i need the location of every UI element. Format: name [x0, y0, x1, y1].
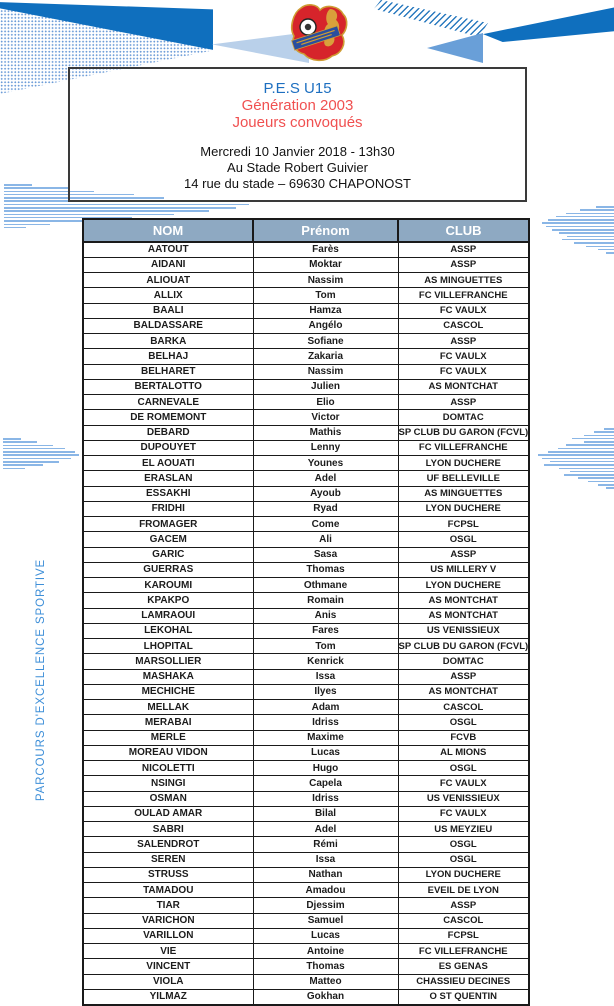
speed-line	[544, 464, 614, 466]
table-row	[83, 639, 529, 654]
player-club-cell: FCPSL	[398, 928, 529, 943]
speed-line	[559, 232, 614, 234]
table-row	[83, 440, 529, 455]
player-club-cell: LYON DUCHERE	[398, 578, 529, 593]
address-line: 14 rue du stade – 69630 CHAPONOST	[184, 176, 411, 191]
table-row	[83, 578, 529, 593]
player-firstname-cell: Adam	[253, 700, 398, 715]
player-firstname-cell: Ayoub	[253, 486, 398, 501]
player-club-cell: AL MIONS	[398, 745, 529, 760]
table-row	[83, 669, 529, 684]
players-roster-table	[82, 218, 530, 1006]
player-firstname-cell: Sasa	[253, 547, 398, 562]
player-name-cell: BARKA	[83, 334, 253, 349]
player-firstname-cell: Nathan	[253, 867, 398, 882]
table-row	[83, 974, 529, 989]
table-row	[83, 532, 529, 547]
table-row	[83, 288, 529, 303]
player-firstname-cell: Samuel	[253, 913, 398, 928]
table-row	[83, 837, 529, 852]
speed-line	[586, 246, 614, 248]
table-row	[83, 349, 529, 364]
player-club-cell: CASCOL	[398, 318, 529, 333]
player-name-cell: TIAR	[83, 898, 253, 913]
player-firstname-cell: Djessim	[253, 898, 398, 913]
hatched-band-decoration	[374, 0, 488, 37]
player-name-cell: ALIOUAT	[83, 273, 253, 288]
speed-line	[594, 431, 614, 433]
player-name-cell: TAMADOU	[83, 883, 253, 898]
speed-line	[562, 239, 614, 241]
player-name-cell: ERASLAN	[83, 471, 253, 486]
speed-line	[550, 461, 614, 463]
speed-line	[3, 458, 71, 460]
table-row	[83, 944, 529, 959]
player-firstname-cell: Fares	[253, 623, 398, 638]
player-name-cell: VIOLA	[83, 974, 253, 989]
player-firstname-cell: Lenny	[253, 440, 398, 455]
player-firstname-cell: Tom	[253, 288, 398, 303]
player-club-cell: EVEIL DE LYON	[398, 883, 529, 898]
speed-line	[588, 481, 614, 483]
table-row	[83, 852, 529, 867]
player-firstname-cell: Anis	[253, 608, 398, 623]
player-firstname-cell: Sofiane	[253, 334, 398, 349]
player-name-cell: ESSAKHI	[83, 486, 253, 501]
player-firstname-cell: Bilal	[253, 806, 398, 821]
player-club-cell: UF BELLEVILLE	[398, 471, 529, 486]
player-name-cell: GUERRAS	[83, 562, 253, 577]
generation-subtitle: Génération 2003	[241, 97, 354, 114]
player-firstname-cell: Hugo	[253, 761, 398, 776]
speed-line	[4, 220, 88, 222]
speed-lines-decoration	[542, 206, 614, 255]
player-name-cell: SABRI	[83, 822, 253, 837]
player-firstname-cell: Moktar	[253, 257, 398, 272]
player-club-cell: AS MONTCHAT	[398, 608, 529, 623]
player-name-cell: EL AOUATI	[83, 456, 253, 471]
player-club-cell: AS MINGUETTES	[398, 486, 529, 501]
table-row	[83, 684, 529, 699]
player-firstname-cell: Victor	[253, 410, 398, 425]
player-club-cell: OSGL	[398, 837, 529, 852]
speed-line	[542, 222, 614, 224]
table-row	[83, 989, 529, 1004]
player-club-cell: O ST QUENTIN	[398, 989, 529, 1004]
speed-line	[606, 252, 614, 254]
player-club-cell: US VENISSIEUX	[398, 791, 529, 806]
player-firstname-cell: Come	[253, 517, 398, 532]
table-row	[83, 257, 529, 272]
player-firstname-cell: Thomas	[253, 959, 398, 974]
player-club-cell: OSGL	[398, 852, 529, 867]
table-row	[83, 593, 529, 608]
player-club-cell: OSGL	[398, 761, 529, 776]
speed-line	[542, 458, 614, 460]
player-club-cell: ASSP	[398, 242, 529, 257]
speed-line	[604, 428, 614, 430]
speed-line	[559, 468, 614, 470]
speed-line	[3, 461, 59, 463]
player-club-cell: DOMTAC	[398, 654, 529, 669]
speed-line	[584, 435, 614, 437]
table-row	[83, 303, 529, 318]
convoques-subtitle: Joueurs convoqués	[232, 114, 363, 131]
convocation-header-box	[68, 67, 527, 202]
player-name-cell: BERTALOTTO	[83, 379, 253, 394]
table-header-row	[83, 219, 529, 242]
table-row	[83, 547, 529, 562]
player-name-cell: BELHARET	[83, 364, 253, 379]
player-firstname-cell: Ryad	[253, 501, 398, 516]
player-firstname-cell: Thomas	[253, 562, 398, 577]
player-name-cell: NICOLETTI	[83, 761, 253, 776]
speed-line	[3, 454, 79, 456]
player-name-cell: SEREN	[83, 852, 253, 867]
player-name-cell: YILMAZ	[83, 989, 253, 1004]
speed-line	[598, 249, 614, 251]
player-club-cell: FC VILLEFRANCHE	[398, 288, 529, 303]
player-club-cell: FC VAULX	[398, 364, 529, 379]
player-club-cell: AS MONTCHAT	[398, 593, 529, 608]
speed-line	[3, 468, 25, 470]
table-row	[83, 486, 529, 501]
player-name-cell: KAROUMI	[83, 578, 253, 593]
player-firstname-cell: Idriss	[253, 791, 398, 806]
player-name-cell: VARILLON	[83, 928, 253, 943]
table-row	[83, 364, 529, 379]
player-name-cell: MERLE	[83, 730, 253, 745]
table-row	[83, 791, 529, 806]
player-club-cell: AS MINGUETTES	[398, 273, 529, 288]
player-name-cell: NSINGI	[83, 776, 253, 791]
speed-line	[566, 213, 614, 215]
player-name-cell: KPAKPO	[83, 593, 253, 608]
column-header-club: CLUB	[398, 219, 529, 242]
player-name-cell: GACEM	[83, 532, 253, 547]
speed-line	[538, 454, 614, 456]
player-firstname-cell: Matteo	[253, 974, 398, 989]
table-row	[83, 913, 529, 928]
player-firstname-cell: Issa	[253, 669, 398, 684]
player-club-cell: LYON DUCHERE	[398, 867, 529, 882]
player-firstname-cell: Hamza	[253, 303, 398, 318]
speed-line	[548, 451, 614, 453]
player-club-cell: SP CLUB DU GARON (FCVL)	[398, 639, 529, 654]
speed-line	[546, 226, 614, 228]
table-row	[83, 562, 529, 577]
player-firstname-cell: Ilyes	[253, 684, 398, 699]
speed-line	[584, 441, 614, 443]
player-club-cell: AS MONTCHAT	[398, 379, 529, 394]
player-firstname-cell: Angélo	[253, 318, 398, 333]
player-club-cell: OSGL	[398, 532, 529, 547]
speed-line	[4, 184, 32, 186]
column-header-nom: NOM	[83, 219, 253, 242]
table-row	[83, 730, 529, 745]
table-row	[83, 501, 529, 516]
speed-line	[606, 487, 614, 489]
speed-lines-decoration	[538, 428, 614, 491]
player-club-cell: ASSP	[398, 669, 529, 684]
player-club-cell: FC VILLEFRANCHE	[398, 944, 529, 959]
player-club-cell: FC VILLEFRANCHE	[398, 440, 529, 455]
table-row	[83, 745, 529, 760]
player-club-cell: OSGL	[398, 715, 529, 730]
vertical-banner-text: PARCOURS D'EXCELLENCE SPORTIVE	[35, 558, 47, 802]
player-firstname-cell: Nassim	[253, 273, 398, 288]
player-firstname-cell: Julien	[253, 379, 398, 394]
player-club-cell: ES GENAS	[398, 959, 529, 974]
player-name-cell: LHOPITAL	[83, 639, 253, 654]
speed-line	[574, 242, 614, 244]
player-name-cell: LAMRAOUI	[83, 608, 253, 623]
player-firstname-cell: Antoine	[253, 944, 398, 959]
speed-line	[598, 484, 614, 486]
speed-line	[556, 216, 614, 218]
table-row	[83, 761, 529, 776]
speed-line	[3, 445, 53, 447]
table-row	[83, 806, 529, 821]
table-row	[83, 898, 529, 913]
player-club-cell: DOMTAC	[398, 410, 529, 425]
player-firstname-cell: Adel	[253, 822, 398, 837]
player-firstname-cell: Mathis	[253, 425, 398, 440]
speed-line	[4, 227, 26, 229]
player-firstname-cell: Adel	[253, 471, 398, 486]
player-name-cell: VIE	[83, 944, 253, 959]
table-row	[83, 959, 529, 974]
player-name-cell: MECHICHE	[83, 684, 253, 699]
speed-line	[3, 438, 21, 440]
table-row	[83, 471, 529, 486]
player-club-cell: FCVB	[398, 730, 529, 745]
player-name-cell: AIDANI	[83, 257, 253, 272]
speed-line	[570, 471, 614, 473]
page-title: P.E.S U15	[263, 80, 332, 97]
speed-line	[596, 206, 614, 208]
player-name-cell: DUPOUYET	[83, 440, 253, 455]
speed-line	[4, 224, 50, 226]
table-row	[83, 334, 529, 349]
table-row	[83, 273, 529, 288]
player-firstname-cell: Zakaria	[253, 349, 398, 364]
speed-line	[580, 209, 614, 211]
speed-line	[567, 236, 614, 238]
player-name-cell: OSMAN	[83, 791, 253, 806]
table-row	[83, 425, 529, 440]
player-firstname-cell: Farès	[253, 242, 398, 257]
speed-line	[566, 444, 614, 446]
venue-line: Au Stade Robert Guivier	[227, 160, 368, 175]
speed-line	[3, 441, 37, 443]
player-name-cell: BAALI	[83, 303, 253, 318]
table-row	[83, 410, 529, 425]
player-name-cell: MASHAKA	[83, 669, 253, 684]
speed-line	[564, 474, 614, 476]
speed-line	[558, 448, 614, 450]
player-name-cell: BELHAJ	[83, 349, 253, 364]
player-firstname-cell: Idriss	[253, 715, 398, 730]
table-row	[83, 822, 529, 837]
player-firstname-cell: Capela	[253, 776, 398, 791]
player-club-cell: FC VAULX	[398, 776, 529, 791]
player-firstname-cell: Romain	[253, 593, 398, 608]
speed-line	[552, 229, 614, 231]
district-football-crest-logo	[286, 2, 356, 64]
speed-line	[3, 464, 43, 466]
player-firstname-cell: Rémi	[253, 837, 398, 852]
table-row	[83, 623, 529, 638]
player-club-cell: FCPSL	[398, 517, 529, 532]
mid-triangle-decoration	[427, 33, 483, 63]
player-name-cell: VARICHON	[83, 913, 253, 928]
player-firstname-cell: Issa	[253, 852, 398, 867]
player-name-cell: SALENDROT	[83, 837, 253, 852]
player-name-cell: MARSOLLIER	[83, 654, 253, 669]
player-club-cell: US MEYZIEU	[398, 822, 529, 837]
speed-line	[4, 204, 249, 206]
player-club-cell: US MILLERY V	[398, 562, 529, 577]
player-firstname-cell: Lucas	[253, 745, 398, 760]
player-firstname-cell: Gokhan	[253, 989, 398, 1004]
table-row	[83, 379, 529, 394]
player-name-cell: MERABAI	[83, 715, 253, 730]
table-row	[83, 776, 529, 791]
player-firstname-cell: Kenrick	[253, 654, 398, 669]
player-name-cell: LEKOHAL	[83, 623, 253, 638]
player-club-cell: CHASSIEU DECINES	[398, 974, 529, 989]
player-club-cell: CASCOL	[398, 700, 529, 715]
player-club-cell: AS MONTCHAT	[398, 684, 529, 699]
player-name-cell: DEBARD	[83, 425, 253, 440]
table-row	[83, 867, 529, 882]
player-club-cell: LYON DUCHERE	[398, 456, 529, 471]
player-firstname-cell: Ali	[253, 532, 398, 547]
player-club-cell: CASCOL	[398, 913, 529, 928]
table-row	[83, 395, 529, 410]
speed-line	[3, 448, 65, 450]
speed-lines-decoration	[3, 438, 79, 471]
player-club-cell: FC VAULX	[398, 349, 529, 364]
player-club-cell: ASSP	[398, 334, 529, 349]
table-row	[83, 318, 529, 333]
player-name-cell: CARNEVALE	[83, 395, 253, 410]
player-name-cell: OULAD AMAR	[83, 806, 253, 821]
player-name-cell: FROMAGER	[83, 517, 253, 532]
table-row	[83, 517, 529, 532]
speed-line	[4, 187, 68, 189]
player-name-cell: MELLAK	[83, 700, 253, 715]
table-row	[83, 928, 529, 943]
player-firstname-cell: Nassim	[253, 364, 398, 379]
player-firstname-cell: Younes	[253, 456, 398, 471]
column-header-prenom: Prénom	[253, 219, 398, 242]
player-name-cell: ALLIX	[83, 288, 253, 303]
table-row	[83, 654, 529, 669]
speed-line	[4, 210, 209, 212]
player-club-cell: US VENISSIEUX	[398, 623, 529, 638]
player-name-cell: STRUSS	[83, 867, 253, 882]
player-name-cell: FRIDHI	[83, 501, 253, 516]
player-name-cell: GARIC	[83, 547, 253, 562]
player-club-cell: ASSP	[398, 898, 529, 913]
speed-line	[548, 219, 614, 221]
table-row	[83, 608, 529, 623]
player-name-cell: AATOUT	[83, 242, 253, 257]
player-firstname-cell: Amadou	[253, 883, 398, 898]
speed-line	[572, 438, 614, 440]
blue-ribbon-decoration	[483, 6, 614, 42]
player-name-cell: MOREAU VIDON	[83, 745, 253, 760]
speed-line	[4, 214, 174, 216]
date-line: Mercredi 10 Janvier 2018 - 13h30	[200, 144, 395, 159]
player-club-cell: ASSP	[398, 257, 529, 272]
player-club-cell: ASSP	[398, 395, 529, 410]
table-row	[83, 700, 529, 715]
player-firstname-cell: Othmane	[253, 578, 398, 593]
table-row	[83, 242, 529, 257]
player-name-cell: VINCENT	[83, 959, 253, 974]
player-name-cell: BALDASSARE	[83, 318, 253, 333]
player-club-cell: LYON DUCHERE	[398, 501, 529, 516]
player-club-cell: FC VAULX	[398, 303, 529, 318]
player-name-cell: DE ROMEMONT	[83, 410, 253, 425]
player-club-cell: SP CLUB DU GARON (FCVL)	[398, 425, 529, 440]
speed-line	[578, 477, 614, 479]
table-row	[83, 883, 529, 898]
table-row	[83, 456, 529, 471]
speed-line	[4, 207, 236, 209]
player-club-cell: ASSP	[398, 547, 529, 562]
speed-line	[3, 451, 75, 453]
player-club-cell: FC VAULX	[398, 806, 529, 821]
table-row	[83, 715, 529, 730]
player-firstname-cell: Maxime	[253, 730, 398, 745]
player-firstname-cell: Lucas	[253, 928, 398, 943]
player-firstname-cell: Elio	[253, 395, 398, 410]
player-firstname-cell: Tom	[253, 639, 398, 654]
